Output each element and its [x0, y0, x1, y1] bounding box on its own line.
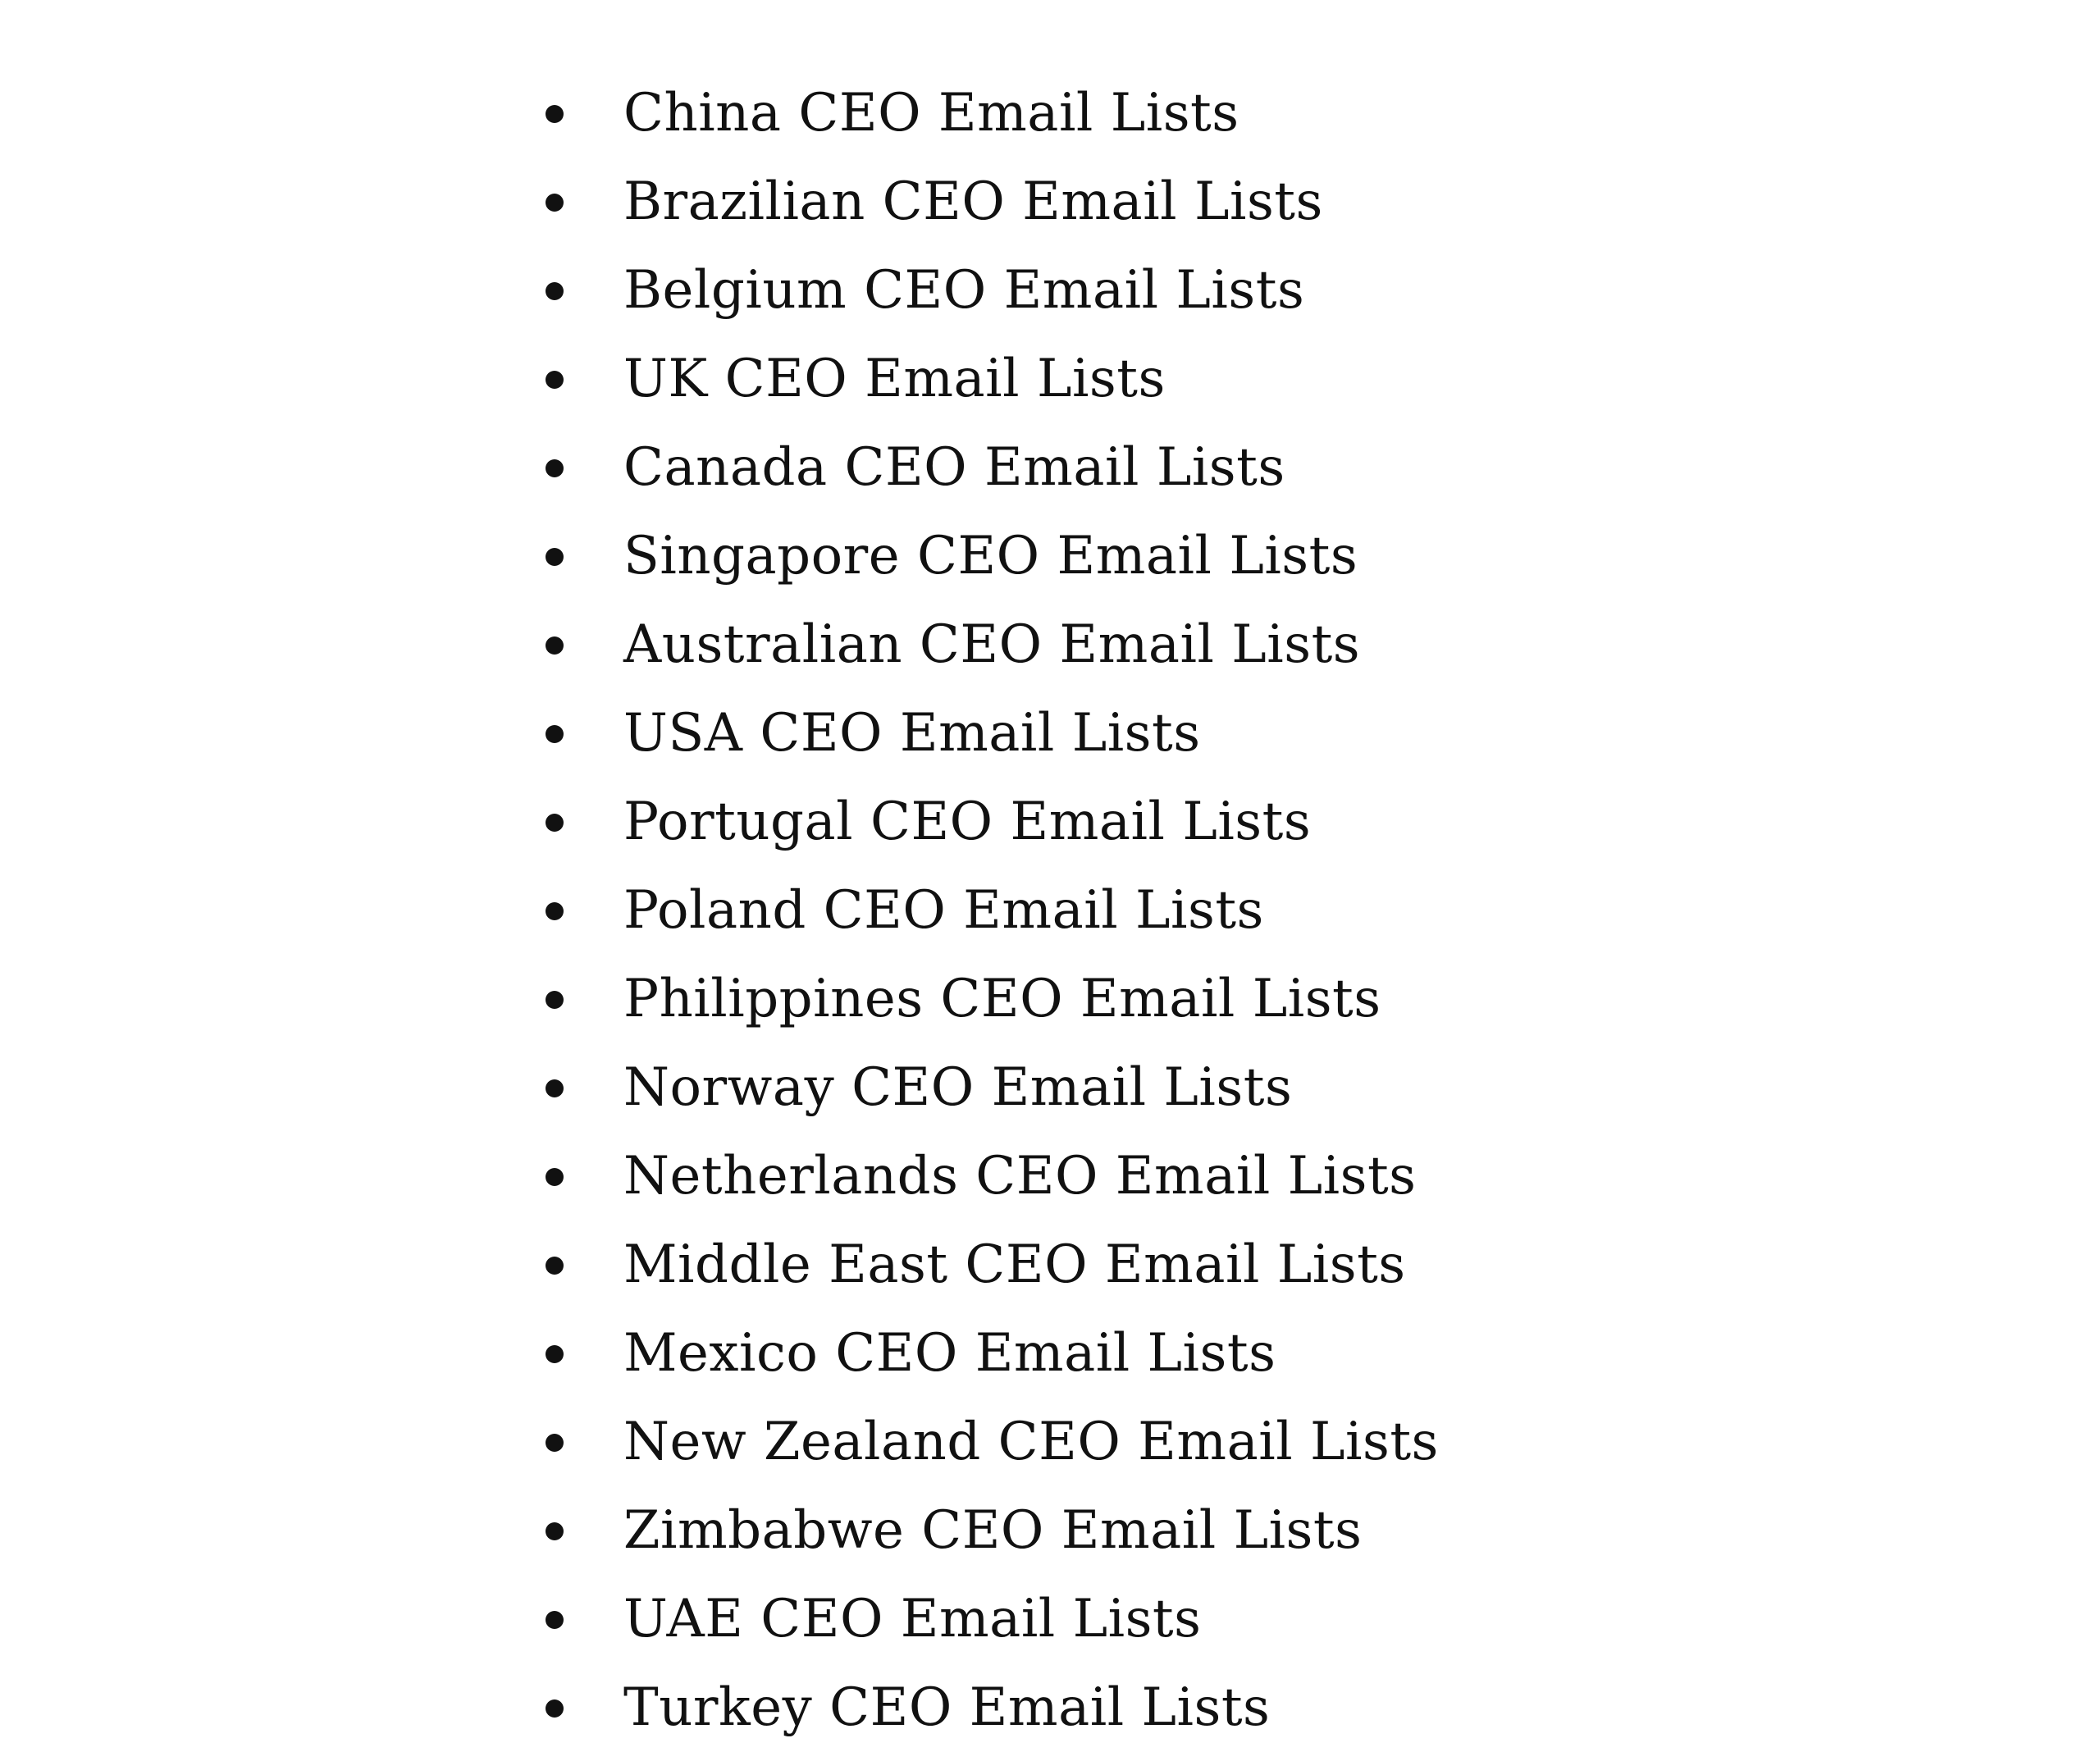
list-item-text: USA CEO Email Lists [623, 703, 1201, 764]
bullet-icon [546, 814, 564, 832]
bullet-icon [546, 636, 564, 655]
bullet-icon [546, 1699, 564, 1718]
list-item [0, 689, 2100, 778]
list-item-text: Philippines CEO Email Lists [623, 969, 1381, 1029]
bullet-icon [546, 105, 564, 123]
list-item-text: Zimbabwe CEO Email Lists [623, 1500, 1363, 1561]
list-item [0, 866, 2100, 955]
bullet-icon [546, 1434, 564, 1452]
list-item [0, 423, 2100, 512]
list-item [0, 778, 2100, 866]
bullet-icon [546, 1257, 564, 1275]
list-item-text: Netherlands CEO Email Lists [623, 1146, 1417, 1207]
bullet-icon [546, 902, 564, 920]
list-item-text: Mexico CEO Email Lists [623, 1323, 1276, 1384]
list-item-text: Turkey CEO Email Lists [623, 1677, 1271, 1738]
list-item [0, 1575, 2100, 1663]
bullet-icon [546, 725, 564, 743]
bullet-icon [546, 1168, 564, 1186]
bullet-icon [546, 1522, 564, 1540]
list-item [0, 246, 2100, 335]
list-item-text: Middle East CEO Email Lists [623, 1234, 1406, 1295]
list-item [0, 955, 2100, 1043]
bullet-icon [546, 548, 564, 566]
list-item [0, 1132, 2100, 1220]
list-item [0, 1220, 2100, 1309]
list-item [0, 1663, 2100, 1752]
list-item-text: Belgium CEO Email Lists [623, 260, 1305, 321]
list-item-text: Canada CEO Email Lists [623, 437, 1285, 498]
bullet-icon [546, 1079, 564, 1097]
list-item-text: Australian CEO Email Lists [623, 614, 1361, 675]
bullet-icon [546, 371, 564, 389]
list-item-text: New Zealand CEO Email Lists [623, 1412, 1439, 1472]
list-item [0, 600, 2100, 689]
list-item [0, 335, 2100, 423]
list-item-text: Poland CEO Email Lists [623, 880, 1264, 941]
list-item [0, 1398, 2100, 1486]
list-item [0, 1486, 2100, 1575]
bullet-icon [546, 282, 564, 300]
list-item [0, 1309, 2100, 1398]
list-item-text: Singapore CEO Email Lists [623, 526, 1358, 586]
list-item-text: Portugal CEO Email Lists [623, 792, 1312, 852]
bullet-icon [546, 1611, 564, 1629]
list-item [0, 1043, 2100, 1132]
bullet-icon [546, 1345, 564, 1363]
list-item-text: Brazilian CEO Email Lists [623, 171, 1323, 232]
bullet-icon [546, 991, 564, 1009]
bullet-icon [546, 194, 564, 212]
list-item-text: China CEO Email Lists [623, 83, 1239, 144]
list-item-text: UAE CEO Email Lists [623, 1589, 1202, 1649]
bullet-icon [546, 459, 564, 477]
list-item-text: Norway CEO Email Lists [623, 1057, 1293, 1118]
list-item [0, 157, 2100, 246]
list-item [0, 512, 2100, 600]
list-item [0, 69, 2100, 157]
list-item-text: UK CEO Email Lists [623, 349, 1166, 409]
